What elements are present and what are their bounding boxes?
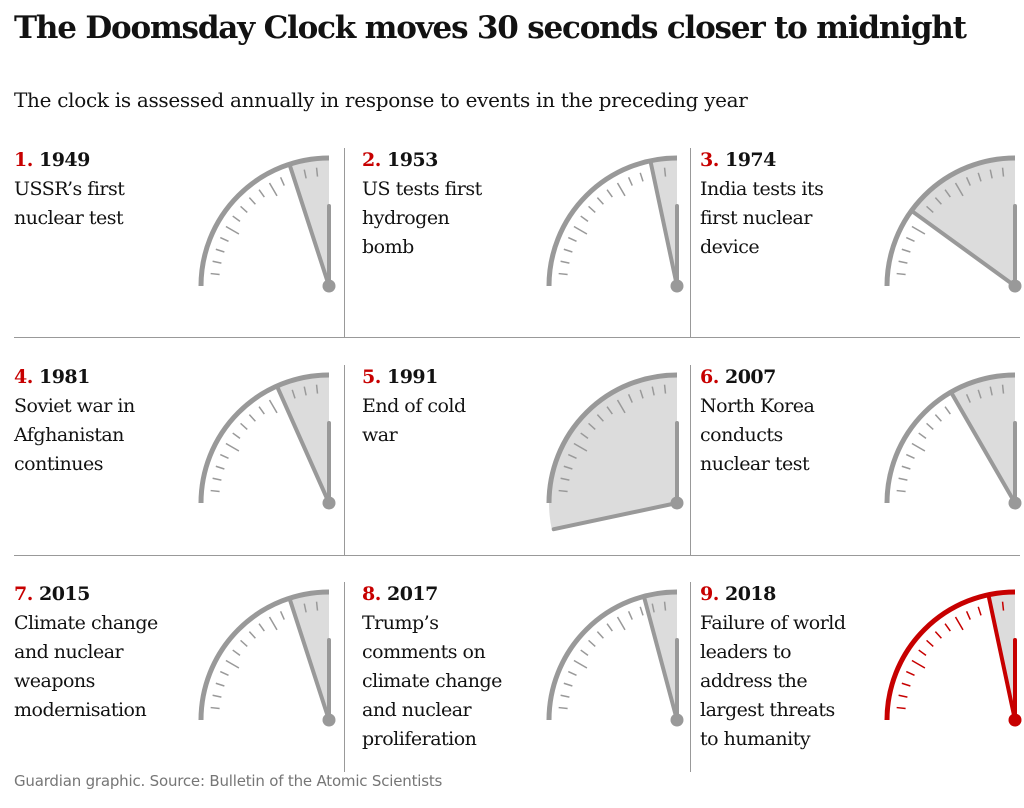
panel-heading: [14, 363, 229, 392]
source-footer: Guardian graphic. Source: Bulletin of the Atomic Scientists: [14, 772, 443, 790]
minute-tick: [249, 198, 255, 205]
minute-tick: [945, 407, 950, 414]
panel-label: [14, 580, 229, 725]
panel-caption: Trump’s comments on climate change and nuclear proliferation: [362, 612, 502, 750]
panel-caption: Failure of world leaders to address the largest threats to humanity: [700, 612, 846, 750]
minute-tick: [919, 433, 926, 438]
panel-number: 4.: [14, 366, 33, 388]
minute-tick: [665, 385, 666, 394]
panel-year: 1974: [724, 149, 776, 171]
minute-tick: [897, 274, 906, 275]
clock-panel: [700, 361, 1024, 561]
panel-heading: [362, 363, 577, 392]
minute-tick: [241, 423, 248, 429]
panel-label: [362, 363, 577, 450]
minute-tick: [559, 274, 568, 275]
panel-caption: US tests first hydrogen bomb: [362, 178, 482, 258]
clock-panel: [14, 361, 340, 561]
minute-tick: [211, 274, 220, 275]
minute-tick: [897, 491, 906, 492]
minute-tick: [978, 607, 981, 616]
minute-tick: [249, 632, 255, 639]
minute-tick: [270, 183, 278, 196]
panel-year: 2015: [38, 583, 90, 605]
panel-caption: Climate change and nuclear weapons modernisation: [14, 612, 158, 721]
clock-panel: [362, 361, 688, 561]
minute-tick: [270, 400, 278, 413]
minute-tick: [216, 249, 225, 252]
clock-pivot: [671, 497, 684, 510]
panel-number: 5.: [362, 366, 381, 388]
minute-tick: [640, 607, 643, 616]
minute-tick: [589, 206, 596, 212]
panel-label: [362, 580, 577, 754]
minute-tick: [607, 624, 612, 631]
minute-tick: [967, 611, 971, 619]
clock-panel: [14, 578, 340, 778]
minute-tick: [241, 640, 248, 646]
panel-label: [700, 363, 915, 479]
clock-panel: [700, 144, 1024, 344]
panel-year: 2018: [724, 583, 776, 605]
panel-number: 8.: [362, 583, 381, 605]
minute-tick: [1003, 385, 1004, 394]
minute-tick: [317, 602, 318, 611]
minute-tick: [259, 624, 264, 631]
clock-pivot: [323, 280, 336, 293]
minute-tick: [559, 491, 568, 492]
minute-tick: [317, 385, 318, 394]
panel-year: 2017: [386, 583, 438, 605]
panel-heading: [362, 146, 577, 175]
panel-label: [362, 146, 577, 262]
minute-tick: [629, 177, 633, 185]
minute-tick: [233, 650, 240, 655]
minute-tick: [629, 611, 633, 619]
panel-year: 1991: [386, 366, 438, 388]
minute-tick: [665, 602, 666, 611]
panel-year: 1949: [38, 149, 90, 171]
minute-tick: [281, 177, 285, 185]
minute-tick: [213, 261, 222, 263]
minute-tick: [1003, 602, 1004, 611]
minute-tick: [935, 415, 941, 422]
panel-caption: USSR’s first nuclear test: [14, 178, 125, 229]
minute-tick: [607, 190, 612, 197]
minute-tick: [317, 168, 318, 177]
minute-tick: [281, 611, 285, 619]
panel-heading: [700, 363, 915, 392]
minute-tick: [919, 650, 926, 655]
minute-tick: [640, 173, 643, 182]
clock-pivot: [323, 497, 336, 510]
panel-caption: North Korea conducts nuclear test: [700, 395, 815, 475]
minute-tick: [220, 238, 228, 242]
minute-tick: [233, 216, 240, 221]
panel-heading: [14, 580, 229, 609]
panel-number: 9.: [700, 583, 719, 605]
panel-year: 2007: [724, 366, 776, 388]
clock-panel: [14, 144, 340, 344]
panel-label: [14, 146, 229, 233]
column-divider: [344, 365, 345, 555]
clock-pivot: [1009, 497, 1022, 510]
minute-tick: [1003, 168, 1004, 177]
minute-tick: [259, 407, 264, 414]
clock-panel: [362, 578, 688, 778]
clock-pivot: [323, 714, 336, 727]
clock-pivot: [671, 280, 684, 293]
minute-tick: [945, 624, 950, 631]
minute-tick: [259, 190, 264, 197]
minute-tick: [211, 491, 220, 492]
minute-tick: [927, 423, 934, 429]
minute-tick: [241, 206, 248, 212]
minute-tick: [665, 168, 666, 177]
minute-tick: [935, 632, 941, 639]
panel-number: 3.: [700, 149, 719, 171]
minute-tick: [927, 640, 934, 646]
minute-tick: [581, 216, 588, 221]
minute-tick: [597, 632, 603, 639]
panel-number: 6.: [700, 366, 719, 388]
clock-panel: [362, 144, 688, 344]
minute-tick: [233, 433, 240, 438]
minute-tick: [270, 617, 278, 630]
clock-pivot: [1009, 714, 1022, 727]
panel-heading: [700, 146, 915, 175]
minute-tick: [956, 617, 964, 630]
panel-heading: [362, 580, 577, 609]
panel-year: 1981: [38, 366, 90, 388]
clock-panel: [700, 578, 1024, 778]
minute-tick: [618, 183, 626, 196]
column-divider: [344, 148, 345, 338]
minute-tick: [581, 650, 588, 655]
panel-year: 1953: [386, 149, 438, 171]
clock-pivot: [671, 714, 684, 727]
panel-number: 7.: [14, 583, 33, 605]
panel-caption: India tests its first nuclear device: [700, 178, 824, 258]
panel-caption: End of cold war: [362, 395, 466, 446]
clock-pivot: [1009, 280, 1022, 293]
panel-heading: [14, 146, 229, 175]
panel-label: [14, 363, 229, 479]
column-divider: [344, 582, 345, 772]
panel-heading: [700, 580, 915, 609]
chart-subtitle: The clock is assessed annually in response to events in the preceding year: [14, 88, 748, 112]
minute-tick: [249, 415, 255, 422]
minute-tick: [618, 617, 626, 630]
minute-tick: [597, 198, 603, 205]
panel-number: 2.: [362, 149, 381, 171]
minute-tick: [589, 640, 596, 646]
panel-caption: Soviet war in Afghanistan continues: [14, 395, 135, 475]
panel-label: [700, 580, 915, 754]
chart-title: The Doomsday Clock moves 30 seconds closer to midnight: [14, 10, 966, 46]
panel-number: 1.: [14, 149, 33, 171]
panel-label: [700, 146, 915, 262]
